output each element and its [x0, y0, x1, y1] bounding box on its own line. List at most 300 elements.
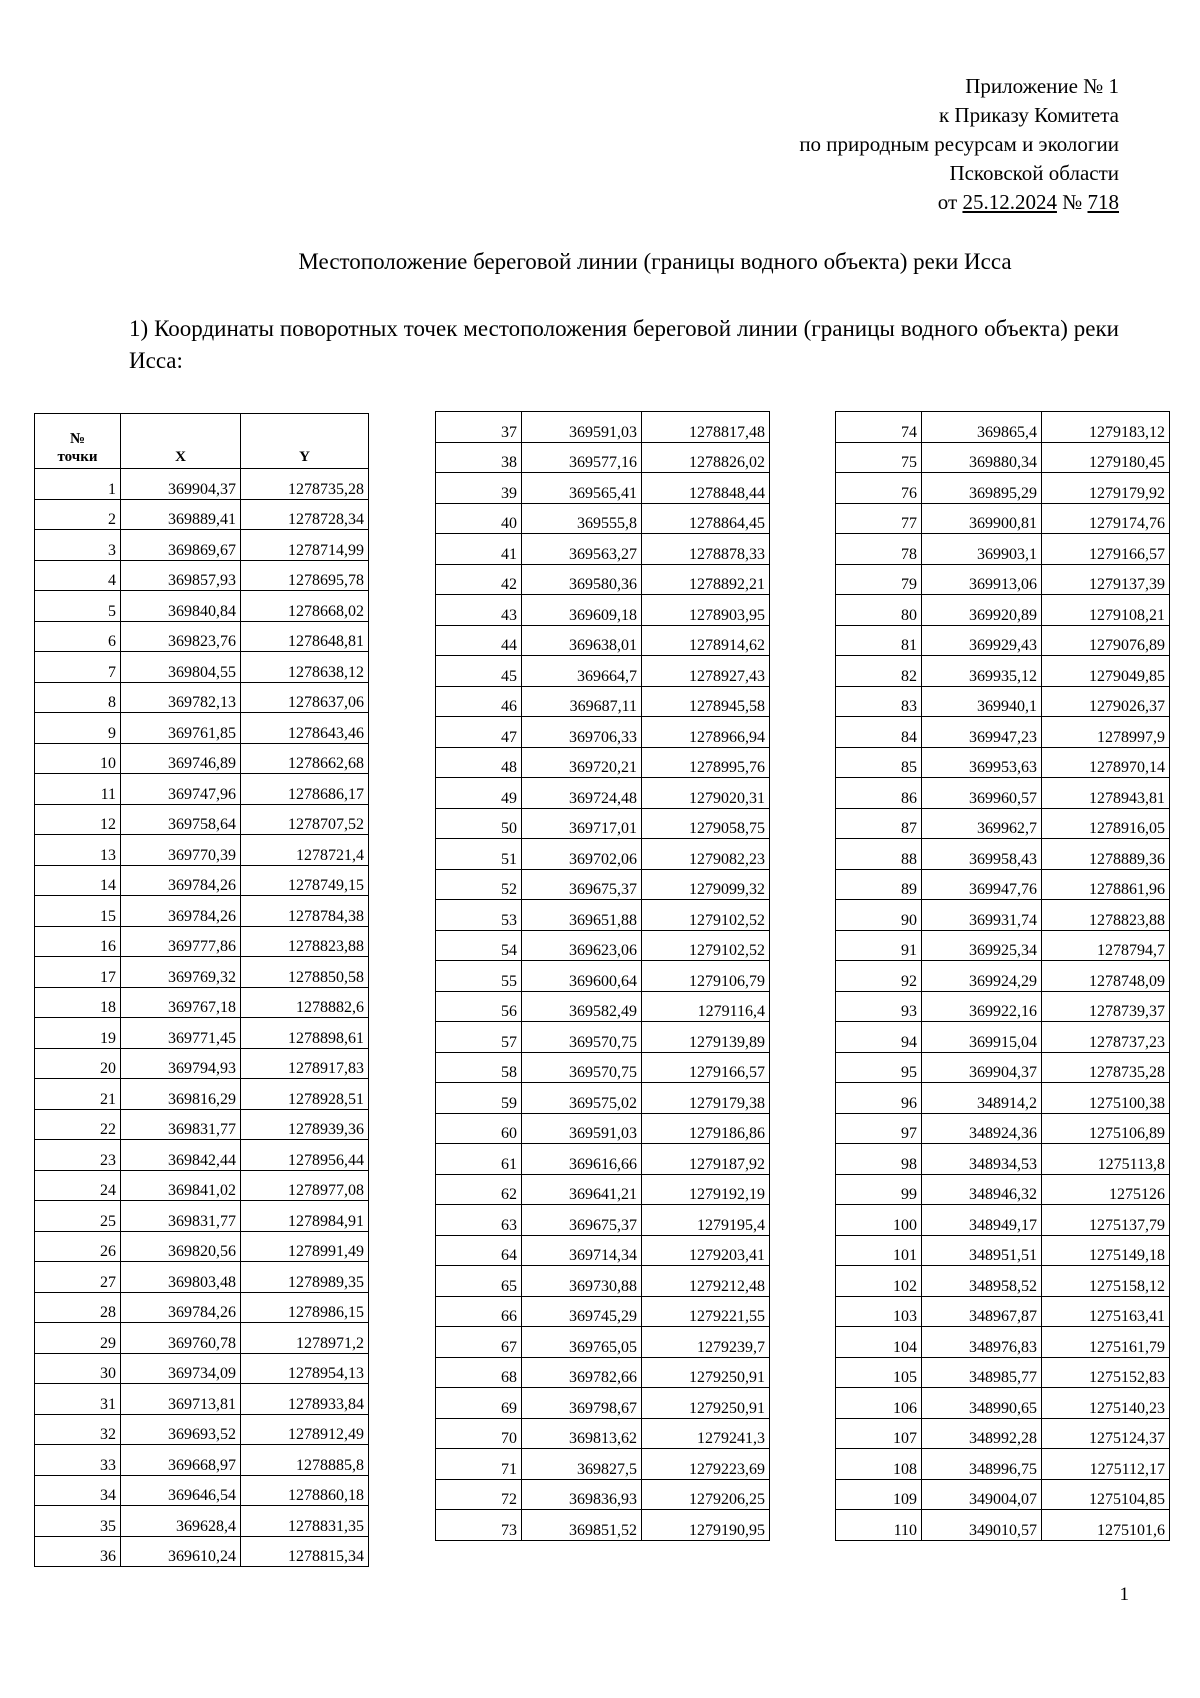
- point-number-cell: 95: [836, 1052, 922, 1083]
- point-number-cell: 106: [836, 1388, 922, 1419]
- point-number-cell: 110: [836, 1510, 922, 1541]
- point-number-cell: 80: [836, 595, 922, 626]
- table-row: [35, 1018, 369, 1049]
- y-coordinate-cell: 1278945,58: [642, 686, 770, 717]
- x-coordinate-cell: 369903,1: [922, 534, 1042, 565]
- x-coordinate-cell: 369720,21: [522, 747, 642, 778]
- y-coordinate-cell: 1275161,79: [1042, 1327, 1170, 1358]
- point-number-cell: 92: [836, 961, 922, 992]
- x-coordinate-cell: 348946,32: [922, 1174, 1042, 1205]
- table-row: [436, 1266, 770, 1297]
- point-number-cell: 9: [35, 713, 121, 744]
- point-number-cell: 105: [836, 1357, 922, 1388]
- table-row: [436, 1418, 770, 1449]
- y-coordinate-cell: 1278817,48: [642, 412, 770, 443]
- x-coordinate-cell: 369920,89: [922, 595, 1042, 626]
- header-num-label: точки: [57, 449, 98, 465]
- x-coordinate-cell: 369713,81: [121, 1384, 241, 1415]
- table-row: [35, 530, 369, 561]
- table-row: [35, 1323, 369, 1354]
- point-number-cell: 57: [436, 1022, 522, 1053]
- point-number-cell: 34: [35, 1475, 121, 1506]
- header-line-region: Псковской области: [949, 161, 1119, 185]
- point-number-cell: 87: [836, 808, 922, 839]
- coordinates-table-2: [435, 411, 770, 1541]
- coordinates-table-1: [34, 413, 369, 1567]
- table-row: [436, 930, 770, 961]
- x-coordinate-cell: 369925,34: [922, 930, 1042, 961]
- y-coordinate-cell: 1278971,2: [241, 1323, 369, 1354]
- table-row: [35, 1201, 369, 1232]
- coordinates-table-3: [835, 411, 1170, 1541]
- x-coordinate-cell: 369851,52: [522, 1510, 642, 1541]
- point-number-cell: 60: [436, 1113, 522, 1144]
- point-number-cell: 55: [436, 961, 522, 992]
- x-coordinate-cell: 369940,1: [922, 686, 1042, 717]
- point-number-cell: 31: [35, 1384, 121, 1415]
- x-coordinate-cell: 369616,66: [522, 1144, 642, 1175]
- table-row: [436, 442, 770, 473]
- point-number-cell: 75: [836, 442, 922, 473]
- point-number-cell: 33: [35, 1445, 121, 1476]
- x-coordinate-cell: 369706,33: [522, 717, 642, 748]
- table-row: [836, 473, 1170, 504]
- y-coordinate-cell: 1279221,55: [642, 1296, 770, 1327]
- y-coordinate-cell: 1275163,41: [1042, 1296, 1170, 1327]
- x-coordinate-cell: 369958,43: [922, 839, 1042, 870]
- table-row: [836, 1083, 1170, 1114]
- point-number-cell: 76: [836, 473, 922, 504]
- y-coordinate-cell: 1279186,86: [642, 1113, 770, 1144]
- y-coordinate-cell: 1279223,69: [642, 1449, 770, 1480]
- y-coordinate-cell: 1279058,75: [642, 808, 770, 839]
- table-row: [836, 686, 1170, 717]
- y-coordinate-cell: 1279076,89: [1042, 625, 1170, 656]
- y-coordinate-cell: 1278861,96: [1042, 869, 1170, 900]
- point-number-cell: 99: [836, 1174, 922, 1205]
- x-coordinate-cell: 369803,48: [121, 1262, 241, 1293]
- x-coordinate-cell: 369827,5: [522, 1449, 642, 1480]
- table-row: [836, 656, 1170, 687]
- y-coordinate-cell: 1279180,45: [1042, 442, 1170, 473]
- point-number-cell: 40: [436, 503, 522, 534]
- table-row: [436, 1449, 770, 1480]
- x-coordinate-cell: 369842,44: [121, 1140, 241, 1171]
- x-coordinate-cell: 348914,2: [922, 1083, 1042, 1114]
- x-coordinate-cell: 369804,55: [121, 652, 241, 683]
- table-row: [436, 473, 770, 504]
- y-coordinate-cell: 1275100,38: [1042, 1083, 1170, 1114]
- point-number-cell: 48: [436, 747, 522, 778]
- table-row: [436, 1052, 770, 1083]
- y-coordinate-cell: 1278662,68: [241, 743, 369, 774]
- point-number-cell: 44: [436, 625, 522, 656]
- x-coordinate-cell: 369880,34: [922, 442, 1042, 473]
- point-number-cell: 63: [436, 1205, 522, 1236]
- y-coordinate-cell: 1279102,52: [642, 930, 770, 961]
- x-coordinate-cell: 369831,77: [121, 1201, 241, 1232]
- y-coordinate-cell: 1279026,37: [1042, 686, 1170, 717]
- y-coordinate-cell: 1278748,09: [1042, 961, 1170, 992]
- x-coordinate-cell: 369591,03: [522, 412, 642, 443]
- table-row: [436, 778, 770, 809]
- y-coordinate-cell: 1278848,44: [642, 473, 770, 504]
- y-coordinate-cell: 1278898,61: [241, 1018, 369, 1049]
- y-coordinate-cell: 1279195,4: [642, 1205, 770, 1236]
- table-row: [836, 595, 1170, 626]
- point-number-cell: 104: [836, 1327, 922, 1358]
- table-row: [836, 564, 1170, 595]
- table-row: [35, 1048, 369, 1079]
- y-coordinate-cell: 1275112,17: [1042, 1449, 1170, 1480]
- x-coordinate-cell: 369664,7: [522, 656, 642, 687]
- y-coordinate-cell: 1278686,17: [241, 774, 369, 805]
- table-row: [35, 835, 369, 866]
- table-row: [35, 560, 369, 591]
- x-coordinate-cell: 369693,52: [121, 1414, 241, 1445]
- x-coordinate-cell: 369929,43: [922, 625, 1042, 656]
- y-coordinate-cell: 1279102,52: [642, 900, 770, 931]
- point-number-cell: 102: [836, 1266, 922, 1297]
- x-coordinate-cell: 369555,8: [522, 503, 642, 534]
- header-point-number: [35, 414, 121, 469]
- x-coordinate-cell: 369565,41: [522, 473, 642, 504]
- table-row: [836, 1510, 1170, 1541]
- point-number-cell: 72: [436, 1479, 522, 1510]
- y-coordinate-cell: 1278739,37: [1042, 991, 1170, 1022]
- table-row: [836, 442, 1170, 473]
- table-row: [836, 808, 1170, 839]
- y-coordinate-cell: 1278914,62: [642, 625, 770, 656]
- y-coordinate-cell: 1279082,23: [642, 839, 770, 870]
- x-coordinate-cell: 369641,21: [522, 1174, 642, 1205]
- y-coordinate-cell: 1278695,78: [241, 560, 369, 591]
- x-coordinate-cell: 369784,26: [121, 896, 241, 927]
- y-coordinate-cell: 1279166,57: [642, 1052, 770, 1083]
- table-row: [35, 1231, 369, 1262]
- table-row: [836, 412, 1170, 443]
- table-row: [35, 713, 369, 744]
- table-row: [35, 469, 369, 500]
- header-number: 718: [1087, 190, 1119, 214]
- y-coordinate-cell: 1275126: [1042, 1174, 1170, 1205]
- y-coordinate-cell: 1278860,18: [241, 1475, 369, 1506]
- point-number-cell: 83: [836, 686, 922, 717]
- x-coordinate-cell: 369717,01: [522, 808, 642, 839]
- x-coordinate-cell: 369794,93: [121, 1048, 241, 1079]
- y-coordinate-cell: 1278954,13: [241, 1353, 369, 1384]
- y-coordinate-cell: 1278928,51: [241, 1079, 369, 1110]
- y-coordinate-cell: 1279179,92: [1042, 473, 1170, 504]
- y-coordinate-cell: 1278903,95: [642, 595, 770, 626]
- table-row: [836, 839, 1170, 870]
- y-coordinate-cell: 1279108,21: [1042, 595, 1170, 626]
- x-coordinate-cell: 369865,4: [922, 412, 1042, 443]
- y-coordinate-cell: 1278997,9: [1042, 717, 1170, 748]
- y-coordinate-cell: 1278784,38: [241, 896, 369, 927]
- table-row: [436, 1022, 770, 1053]
- table-row: [35, 774, 369, 805]
- x-coordinate-cell: 369570,75: [522, 1052, 642, 1083]
- point-number-cell: 14: [35, 865, 121, 896]
- point-number-cell: 32: [35, 1414, 121, 1445]
- y-coordinate-cell: 1279179,38: [642, 1083, 770, 1114]
- header-date: 25.12.2024: [962, 190, 1057, 214]
- y-coordinate-cell: 1278943,81: [1042, 778, 1170, 809]
- table-row: [436, 1510, 770, 1541]
- point-number-cell: 24: [35, 1170, 121, 1201]
- table-row: [436, 991, 770, 1022]
- y-coordinate-cell: 1278794,7: [1042, 930, 1170, 961]
- x-coordinate-cell: 369913,06: [922, 564, 1042, 595]
- x-coordinate-cell: 369823,76: [121, 621, 241, 652]
- table-row: [436, 1388, 770, 1419]
- point-number-cell: 65: [436, 1266, 522, 1297]
- point-number-cell: 109: [836, 1479, 922, 1510]
- x-coordinate-cell: 369651,88: [522, 900, 642, 931]
- x-coordinate-cell: 348976,83: [922, 1327, 1042, 1358]
- point-number-cell: 2: [35, 499, 121, 530]
- x-coordinate-cell: 369841,02: [121, 1170, 241, 1201]
- table-row: [836, 1327, 1170, 1358]
- table-row: [836, 1113, 1170, 1144]
- point-number-cell: 20: [35, 1048, 121, 1079]
- x-coordinate-cell: 369580,36: [522, 564, 642, 595]
- x-coordinate-cell: 348924,36: [922, 1113, 1042, 1144]
- point-number-cell: 8: [35, 682, 121, 713]
- y-coordinate-cell: 1278643,46: [241, 713, 369, 744]
- x-coordinate-cell: 369770,39: [121, 835, 241, 866]
- y-coordinate-cell: 1279106,79: [642, 961, 770, 992]
- x-coordinate-cell: 348992,28: [922, 1418, 1042, 1449]
- header-x: X: [121, 414, 241, 469]
- x-coordinate-cell: 348951,51: [922, 1235, 1042, 1266]
- y-coordinate-cell: 1278737,23: [1042, 1022, 1170, 1053]
- x-coordinate-cell: 369746,89: [121, 743, 241, 774]
- table-row: [836, 900, 1170, 931]
- y-coordinate-cell: 1278991,49: [241, 1231, 369, 1262]
- y-coordinate-cell: 1278668,02: [241, 591, 369, 622]
- x-coordinate-cell: 369730,88: [522, 1266, 642, 1297]
- table-row: [35, 1384, 369, 1415]
- point-number-cell: 84: [836, 717, 922, 748]
- y-coordinate-cell: 1278889,36: [1042, 839, 1170, 870]
- y-coordinate-cell: 1278735,28: [1042, 1052, 1170, 1083]
- y-coordinate-cell: 1275152,83: [1042, 1357, 1170, 1388]
- table-row: [836, 778, 1170, 809]
- point-number-cell: 46: [436, 686, 522, 717]
- x-coordinate-cell: 369675,37: [522, 1205, 642, 1236]
- point-number-cell: 58: [436, 1052, 522, 1083]
- point-number-cell: 43: [436, 595, 522, 626]
- table-row: [436, 1357, 770, 1388]
- point-number-cell: 52: [436, 869, 522, 900]
- y-coordinate-cell: 1278933,84: [241, 1384, 369, 1415]
- point-number-cell: 86: [836, 778, 922, 809]
- x-coordinate-cell: 348958,52: [922, 1266, 1042, 1297]
- table-row: [836, 503, 1170, 534]
- y-coordinate-cell: 1278831,35: [241, 1506, 369, 1537]
- point-number-cell: 19: [35, 1018, 121, 1049]
- y-coordinate-cell: 1278912,49: [241, 1414, 369, 1445]
- table-row: [35, 957, 369, 988]
- x-coordinate-cell: 369798,67: [522, 1388, 642, 1419]
- point-number-cell: 77: [836, 503, 922, 534]
- table-row: [836, 1296, 1170, 1327]
- table-row: [836, 1052, 1170, 1083]
- y-coordinate-cell: 1278728,34: [241, 499, 369, 530]
- table-row: [35, 499, 369, 530]
- point-number-cell: 37: [436, 412, 522, 443]
- header-num-sign: №: [69, 431, 86, 447]
- table-row: [836, 717, 1170, 748]
- x-coordinate-cell: 369734,09: [121, 1353, 241, 1384]
- x-coordinate-cell: 369687,11: [522, 686, 642, 717]
- x-coordinate-cell: 349010,57: [922, 1510, 1042, 1541]
- table-row: [836, 625, 1170, 656]
- x-coordinate-cell: 369900,81: [922, 503, 1042, 534]
- table-row: [436, 1327, 770, 1358]
- table-row: [436, 869, 770, 900]
- x-coordinate-cell: 369947,76: [922, 869, 1042, 900]
- y-coordinate-cell: 1278637,06: [241, 682, 369, 713]
- table-row: [436, 412, 770, 443]
- table-row: [35, 1140, 369, 1171]
- table-row: [836, 991, 1170, 1022]
- point-number-cell: 28: [35, 1292, 121, 1323]
- header-number-sign: №: [1062, 190, 1083, 214]
- x-coordinate-cell: 369816,29: [121, 1079, 241, 1110]
- x-coordinate-cell: 349004,07: [922, 1479, 1042, 1510]
- point-number-cell: 108: [836, 1449, 922, 1480]
- header-date-prefix: от: [937, 190, 958, 214]
- point-number-cell: 17: [35, 957, 121, 988]
- point-number-cell: 6: [35, 621, 121, 652]
- y-coordinate-cell: 1279203,41: [642, 1235, 770, 1266]
- point-number-cell: 68: [436, 1357, 522, 1388]
- table-row: [436, 595, 770, 626]
- point-number-cell: 5: [35, 591, 121, 622]
- point-number-cell: 51: [436, 839, 522, 870]
- y-coordinate-cell: 1279192,19: [642, 1174, 770, 1205]
- point-number-cell: 30: [35, 1353, 121, 1384]
- point-number-cell: 89: [836, 869, 922, 900]
- point-number-cell: 74: [836, 412, 922, 443]
- y-coordinate-cell: 1279183,12: [1042, 412, 1170, 443]
- y-coordinate-cell: 1279116,4: [642, 991, 770, 1022]
- table-row: [436, 839, 770, 870]
- y-coordinate-cell: 1275106,89: [1042, 1113, 1170, 1144]
- point-number-cell: 49: [436, 778, 522, 809]
- y-coordinate-cell: 1278749,15: [241, 865, 369, 896]
- y-coordinate-cell: 1278977,08: [241, 1170, 369, 1201]
- table-row: [436, 961, 770, 992]
- point-number-cell: 64: [436, 1235, 522, 1266]
- y-coordinate-cell: 1279166,57: [1042, 534, 1170, 565]
- x-coordinate-cell: 369904,37: [922, 1052, 1042, 1083]
- table-row: [836, 1418, 1170, 1449]
- table-row: [436, 1479, 770, 1510]
- y-coordinate-cell: 1279139,89: [642, 1022, 770, 1053]
- y-coordinate-cell: 1279020,31: [642, 778, 770, 809]
- document-header: [799, 72, 1119, 217]
- point-number-cell: 81: [836, 625, 922, 656]
- x-coordinate-cell: 369813,62: [522, 1418, 642, 1449]
- point-number-cell: 13: [35, 835, 121, 866]
- page-number: 1: [1119, 1584, 1129, 1605]
- point-number-cell: 61: [436, 1144, 522, 1175]
- x-coordinate-cell: 348996,75: [922, 1449, 1042, 1480]
- x-coordinate-cell: 369563,27: [522, 534, 642, 565]
- y-coordinate-cell: 1279250,91: [642, 1388, 770, 1419]
- table-row: [35, 743, 369, 774]
- x-coordinate-cell: 369869,67: [121, 530, 241, 561]
- header-line-committee: по природным ресурсам и экологии: [799, 132, 1119, 156]
- y-coordinate-cell: 1278638,12: [241, 652, 369, 683]
- x-coordinate-cell: 369962,7: [922, 808, 1042, 839]
- table-row: [836, 869, 1170, 900]
- table-row: [836, 747, 1170, 778]
- table-row: [436, 503, 770, 534]
- x-coordinate-cell: 369924,29: [922, 961, 1042, 992]
- point-number-cell: 29: [35, 1323, 121, 1354]
- y-coordinate-cell: 1278850,58: [241, 957, 369, 988]
- point-number-cell: 107: [836, 1418, 922, 1449]
- table-row: [436, 1296, 770, 1327]
- table-row: [35, 682, 369, 713]
- point-number-cell: 82: [836, 656, 922, 687]
- y-coordinate-cell: 1275113,8: [1042, 1144, 1170, 1175]
- x-coordinate-cell: 369714,34: [522, 1235, 642, 1266]
- table-row: [35, 652, 369, 683]
- y-coordinate-cell: 1279137,39: [1042, 564, 1170, 595]
- y-coordinate-cell: 1278823,88: [241, 926, 369, 957]
- x-coordinate-cell: 369724,48: [522, 778, 642, 809]
- header-line-appendix: Приложение № 1: [965, 74, 1119, 98]
- point-number-cell: 45: [436, 656, 522, 687]
- x-coordinate-cell: 369623,06: [522, 930, 642, 961]
- x-coordinate-cell: 369646,54: [121, 1475, 241, 1506]
- y-coordinate-cell: 1278984,91: [241, 1201, 369, 1232]
- y-coordinate-cell: 1279239,7: [642, 1327, 770, 1358]
- table-row: [35, 1292, 369, 1323]
- point-number-cell: 12: [35, 804, 121, 835]
- y-coordinate-cell: 1278916,05: [1042, 808, 1170, 839]
- table-row: [836, 930, 1170, 961]
- point-number-cell: 53: [436, 900, 522, 931]
- x-coordinate-cell: 369831,77: [121, 1109, 241, 1140]
- point-number-cell: 56: [436, 991, 522, 1022]
- x-coordinate-cell: 369820,56: [121, 1231, 241, 1262]
- table-row: [35, 591, 369, 622]
- table-row: [35, 926, 369, 957]
- x-coordinate-cell: 369784,26: [121, 865, 241, 896]
- header-line-order: к Приказу Комитета: [938, 103, 1119, 127]
- point-number-cell: 25: [35, 1201, 121, 1232]
- point-number-cell: 16: [35, 926, 121, 957]
- y-coordinate-cell: 1275149,18: [1042, 1235, 1170, 1266]
- x-coordinate-cell: 369610,24: [121, 1536, 241, 1567]
- point-number-cell: 39: [436, 473, 522, 504]
- x-coordinate-cell: 369668,97: [121, 1445, 241, 1476]
- x-coordinate-cell: 369702,06: [522, 839, 642, 870]
- y-coordinate-cell: 1278864,45: [642, 503, 770, 534]
- y-coordinate-cell: 1275124,37: [1042, 1418, 1170, 1449]
- y-coordinate-cell: 1278927,43: [642, 656, 770, 687]
- point-number-cell: 11: [35, 774, 121, 805]
- point-number-cell: 36: [35, 1536, 121, 1567]
- table-row: [35, 896, 369, 927]
